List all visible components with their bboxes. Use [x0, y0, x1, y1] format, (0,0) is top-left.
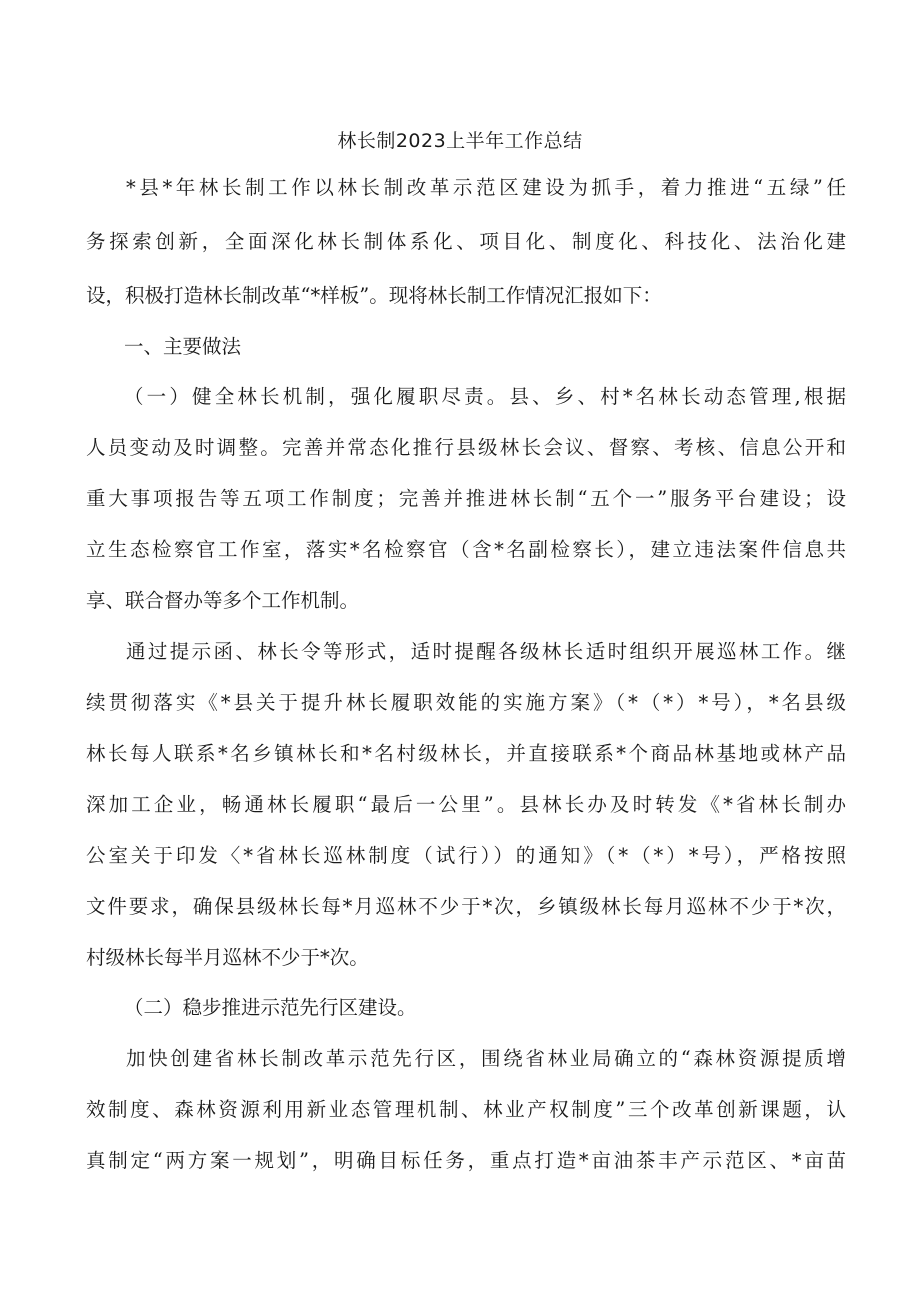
paragraph-line: 效制度、森林资源利用新业态管理机制、林业产权制度”三个改革创新课题，认 [86, 1098, 846, 1121]
paragraph-line: 真制定“两方案一规划”，明确目标任务，重点打造*亩油茶丰产示范区、*亩苗 [86, 1149, 846, 1172]
paragraph-line: （一）健全林长机制，强化履职尽责。县、乡、村*名林长动态管理,根据 [124, 385, 846, 408]
paragraph-line: *县*年林长制工作以林长制改革示范区建设为抓手，着力推进“五绿”任 [126, 176, 846, 199]
paragraph-line: 人员变动及时调整。完善并常态化推行县级林长会议、督察、考核、信息公开和 [86, 436, 846, 459]
document-title: 林长制2023上半年工作总结 [337, 130, 583, 152]
paragraph-line: 加快创建省林长制改革示范先行区，围绕省林业局确立的“森林资源提质增 [126, 1047, 846, 1070]
paragraph-line: 林长每人联系*名乡镇林长和*名村级林长，并直接联系*个商品林基地或林产品 [86, 742, 846, 765]
section-heading: 一、主要做法 [124, 335, 242, 358]
paragraph-line: 重大事项报告等五项工作制度；完善并推进林长制“五个一”服务平台建设；设 [86, 487, 846, 510]
paragraph-line: 务探索创新，全面深化林长制体系化、项目化、制度化、科技化、法治化建 [86, 230, 846, 253]
paragraph-line: 村级林长每半月巡林不少于*次。 [86, 946, 369, 969]
paragraph-line: 续贯彻落实《*县关于提升林长履职效能的实施方案》（*（*）*号），*名县级 [86, 691, 846, 714]
subsection-heading: （二）稳步推进示范先行区建设。 [124, 996, 417, 1019]
paragraph-line: 设，积极打造林长制改革“*样板”。现将林长制工作情况汇报如下： [86, 284, 662, 307]
paragraph-line: 通过提示函、林长令等形式，适时提醒各级林长适时组织开展巡林工作。继 [126, 640, 846, 663]
paragraph-line: 公室关于印发〈*省林长巡林制度（试行））的通知》（*（*）*号），严格按照 [86, 844, 846, 867]
paragraph-line: 享、联合督办等多个工作机制。 [86, 589, 360, 612]
paragraph-line: 立生态检察官工作室，落实*名检察官（含*名副检察长），建立违法案件信息共 [86, 538, 846, 561]
paragraph-line: 文件要求，确保县级林长每*月巡林不少于*次，乡镇级林长每月巡林不少于*次， [86, 895, 846, 918]
paragraph-line: 深加工企业，畅通林长履职“最后一公里”。县林长办及时转发《*省林长制办 [86, 793, 846, 816]
